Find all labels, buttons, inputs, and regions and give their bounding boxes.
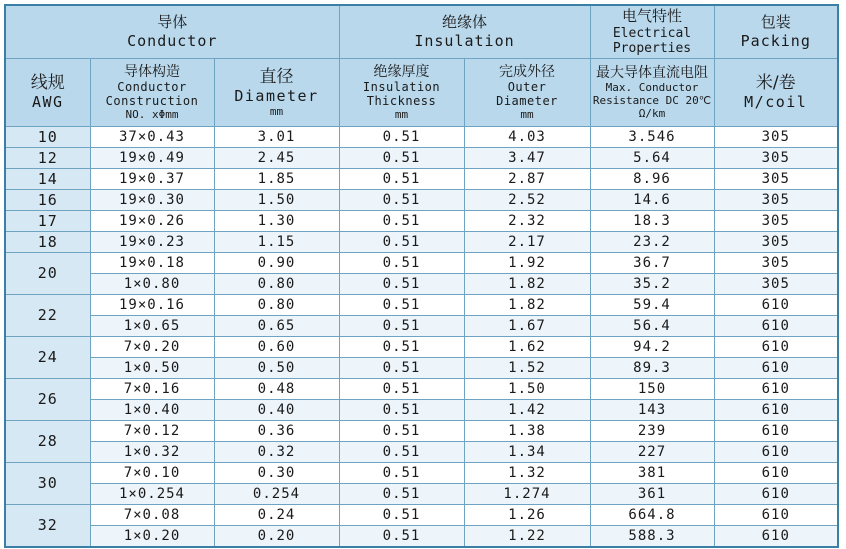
cell-resistance: 18.3 <box>590 210 714 231</box>
cell-insulation-thickness: 0.51 <box>339 252 464 273</box>
header-insulation <box>339 5 590 58</box>
col-construction-zh: 导体构造 <box>124 63 180 80</box>
cell-packing: 305 <box>714 252 838 273</box>
cell-resistance: 59.4 <box>590 294 714 315</box>
col-diameter-en: Diameter <box>234 86 319 105</box>
cell-diameter: 0.80 <box>214 273 339 294</box>
cell-awg: 30 <box>5 462 90 504</box>
table-row <box>5 525 838 547</box>
cell-packing: 610 <box>714 357 838 378</box>
col-header-construction <box>90 58 214 126</box>
table-row <box>5 168 838 189</box>
cell-resistance: 23.2 <box>590 231 714 252</box>
col-thickness-unit: mm <box>394 107 409 121</box>
cell-resistance: 8.96 <box>590 168 714 189</box>
col-thickness-zh: 绝缘厚度 <box>373 63 430 80</box>
cell-packing: 610 <box>714 294 838 315</box>
cell-packing: 610 <box>714 378 838 399</box>
cell-diameter: 0.254 <box>214 483 339 504</box>
table-row <box>5 231 838 252</box>
cell-diameter: 0.24 <box>214 504 339 525</box>
table-row <box>5 210 838 231</box>
cell-outer-diameter: 4.03 <box>464 126 590 147</box>
cell-packing: 610 <box>714 525 838 547</box>
col-diameter-unit: mm <box>269 104 284 118</box>
table-row <box>5 504 838 525</box>
cell-awg: 17 <box>5 210 90 231</box>
cell-outer-diameter: 1.50 <box>464 378 590 399</box>
cell-insulation-thickness: 0.51 <box>339 168 464 189</box>
col-header-thickness <box>339 58 464 126</box>
col-outer-zh: 完成外径 <box>499 63 555 80</box>
cell-resistance: 3.546 <box>590 126 714 147</box>
cell-diameter: 0.65 <box>214 315 339 336</box>
table-row <box>5 399 838 420</box>
col-awg-zh: 线规 <box>30 73 65 93</box>
cell-packing: 305 <box>714 189 838 210</box>
header-packing-en: Packing <box>740 32 811 51</box>
cell-construction: 1×0.20 <box>90 525 214 547</box>
header-electrical-en-1: Electrical <box>612 26 692 42</box>
cell-insulation-thickness: 0.51 <box>339 294 464 315</box>
header-group-row <box>5 5 838 58</box>
cell-insulation-thickness: 0.51 <box>339 483 464 504</box>
col-resistance-en-2: Resistance DC 20℃ <box>592 93 712 107</box>
table-row <box>5 189 838 210</box>
cell-construction: 7×0.16 <box>90 378 214 399</box>
cell-outer-diameter: 2.17 <box>464 231 590 252</box>
cell-insulation-thickness: 0.51 <box>339 462 464 483</box>
cell-packing: 305 <box>714 168 838 189</box>
cell-construction: 19×0.16 <box>90 294 214 315</box>
col-construction-en-2: Construction <box>105 93 199 108</box>
cell-packing: 610 <box>714 399 838 420</box>
col-header-outer-diameter <box>464 58 590 126</box>
cell-insulation-thickness: 0.51 <box>339 336 464 357</box>
cell-outer-diameter: 3.47 <box>464 147 590 168</box>
cell-resistance: 664.8 <box>590 504 714 525</box>
cell-awg: 12 <box>5 147 90 168</box>
cell-construction: 1×0.40 <box>90 399 214 420</box>
cell-outer-diameter: 1.82 <box>464 294 590 315</box>
table-row <box>5 378 838 399</box>
cell-packing: 610 <box>714 315 838 336</box>
header-conductor <box>5 5 339 58</box>
cell-insulation-thickness: 0.51 <box>339 357 464 378</box>
cell-insulation-thickness: 0.51 <box>339 399 464 420</box>
header-conductor-en: Conductor <box>127 32 218 51</box>
cell-packing: 305 <box>714 210 838 231</box>
cell-insulation-thickness: 0.51 <box>339 378 464 399</box>
cell-resistance: 35.2 <box>590 273 714 294</box>
wire-spec-table <box>4 4 839 548</box>
table-row <box>5 483 838 504</box>
col-diameter-zh: 直径 <box>259 66 294 87</box>
cell-resistance: 94.2 <box>590 336 714 357</box>
cell-diameter: 1.15 <box>214 231 339 252</box>
col-thickness-en-2: Thickness <box>366 93 437 108</box>
cell-outer-diameter: 1.26 <box>464 504 590 525</box>
cell-construction: 7×0.10 <box>90 462 214 483</box>
cell-packing: 610 <box>714 441 838 462</box>
cell-construction: 7×0.20 <box>90 336 214 357</box>
col-awg-en: AWG <box>31 93 64 111</box>
cell-construction: 1×0.254 <box>90 483 214 504</box>
cell-construction: 19×0.30 <box>90 189 214 210</box>
cell-diameter: 1.30 <box>214 210 339 231</box>
cell-insulation-thickness: 0.51 <box>339 210 464 231</box>
cell-diameter: 1.85 <box>214 168 339 189</box>
cell-awg: 22 <box>5 294 90 336</box>
table-row <box>5 441 838 462</box>
table-row <box>5 462 838 483</box>
cell-diameter: 3.01 <box>214 126 339 147</box>
cell-construction: 1×0.50 <box>90 357 214 378</box>
cell-diameter: 0.90 <box>214 252 339 273</box>
cell-outer-diameter: 1.274 <box>464 483 590 504</box>
cell-construction: 19×0.49 <box>90 147 214 168</box>
cell-diameter: 0.80 <box>214 294 339 315</box>
cell-awg: 32 <box>5 504 90 547</box>
header-column-row <box>5 58 838 126</box>
cell-resistance: 56.4 <box>590 315 714 336</box>
col-resistance-en-1: Max. Conductor <box>605 80 699 94</box>
table-row <box>5 294 838 315</box>
table-row <box>5 147 838 168</box>
cell-awg: 14 <box>5 168 90 189</box>
cell-outer-diameter: 1.34 <box>464 441 590 462</box>
cell-packing: 305 <box>714 126 838 147</box>
cell-insulation-thickness: 0.51 <box>339 315 464 336</box>
cell-awg: 28 <box>5 420 90 462</box>
cell-resistance: 5.64 <box>590 147 714 168</box>
cell-outer-diameter: 1.52 <box>464 357 590 378</box>
col-outer-unit: mm <box>520 107 534 121</box>
cell-diameter: 0.30 <box>214 462 339 483</box>
table-row <box>5 315 838 336</box>
cell-outer-diameter: 2.87 <box>464 168 590 189</box>
cell-packing: 305 <box>714 273 838 294</box>
cell-outer-diameter: 1.67 <box>464 315 590 336</box>
cell-insulation-thickness: 0.51 <box>339 525 464 547</box>
table-body <box>5 126 838 547</box>
cell-outer-diameter: 1.82 <box>464 273 590 294</box>
header-electrical-en-2: Properties <box>612 41 692 57</box>
cell-diameter: 0.40 <box>214 399 339 420</box>
cell-awg: 26 <box>5 378 90 420</box>
cell-awg: 20 <box>5 252 90 294</box>
cell-resistance: 89.3 <box>590 357 714 378</box>
spec-table-container <box>4 4 837 544</box>
cell-awg: 10 <box>5 126 90 147</box>
col-packing-en: M/coil <box>744 93 808 111</box>
col-thickness-en-1: Insulation <box>362 79 441 94</box>
col-packing-zh: 米/卷 <box>755 73 796 93</box>
cell-construction: 19×0.26 <box>90 210 214 231</box>
cell-construction: 1×0.32 <box>90 441 214 462</box>
col-construction-unit: NO. xΦmm <box>125 107 179 121</box>
cell-awg: 16 <box>5 189 90 210</box>
cell-resistance: 36.7 <box>590 252 714 273</box>
col-header-diameter <box>214 58 339 126</box>
cell-diameter: 0.48 <box>214 378 339 399</box>
cell-packing: 610 <box>714 420 838 441</box>
table-row <box>5 357 838 378</box>
cell-diameter: 0.50 <box>214 357 339 378</box>
cell-insulation-thickness: 0.51 <box>339 441 464 462</box>
cell-awg: 24 <box>5 336 90 378</box>
header-packing-zh: 包装 <box>760 13 791 32</box>
cell-insulation-thickness: 0.51 <box>339 126 464 147</box>
cell-diameter: 0.60 <box>214 336 339 357</box>
header-packing <box>714 5 838 58</box>
col-construction-en-1: Conductor <box>117 79 187 94</box>
cell-outer-diameter: 1.92 <box>464 252 590 273</box>
cell-outer-diameter: 1.22 <box>464 525 590 547</box>
header-electrical <box>590 5 714 58</box>
cell-resistance: 150 <box>590 378 714 399</box>
cell-insulation-thickness: 0.51 <box>339 231 464 252</box>
table-row <box>5 126 838 147</box>
col-header-awg <box>5 58 90 126</box>
header-electrical-zh: 电气特性 <box>621 7 682 26</box>
cell-resistance: 381 <box>590 462 714 483</box>
cell-construction: 1×0.65 <box>90 315 214 336</box>
cell-resistance: 143 <box>590 399 714 420</box>
cell-packing: 610 <box>714 483 838 504</box>
cell-outer-diameter: 1.32 <box>464 462 590 483</box>
col-outer-en-2: Diameter <box>496 93 558 108</box>
cell-diameter: 0.20 <box>214 525 339 547</box>
cell-packing: 305 <box>714 147 838 168</box>
cell-diameter: 0.32 <box>214 441 339 462</box>
cell-resistance: 227 <box>590 441 714 462</box>
cell-construction: 19×0.37 <box>90 168 214 189</box>
col-header-resistance <box>590 58 714 126</box>
cell-insulation-thickness: 0.51 <box>339 273 464 294</box>
table-row <box>5 336 838 357</box>
cell-packing: 610 <box>714 504 838 525</box>
col-resistance-zh: 最大导体直流电阻 <box>596 64 708 81</box>
cell-resistance: 239 <box>590 420 714 441</box>
cell-diameter: 1.50 <box>214 189 339 210</box>
cell-outer-diameter: 1.62 <box>464 336 590 357</box>
cell-construction: 37×0.43 <box>90 126 214 147</box>
cell-resistance: 14.6 <box>590 189 714 210</box>
cell-awg: 18 <box>5 231 90 252</box>
header-insulation-en: Insulation <box>414 32 515 51</box>
cell-outer-diameter: 2.52 <box>464 189 590 210</box>
cell-construction: 1×0.80 <box>90 273 214 294</box>
cell-resistance: 588.3 <box>590 525 714 547</box>
cell-construction: 7×0.12 <box>90 420 214 441</box>
col-header-packing <box>714 58 838 126</box>
cell-outer-diameter: 2.32 <box>464 210 590 231</box>
col-resistance-unit: Ω/km <box>638 106 666 120</box>
cell-construction: 19×0.18 <box>90 252 214 273</box>
cell-packing: 305 <box>714 231 838 252</box>
table-row <box>5 252 838 273</box>
cell-outer-diameter: 1.42 <box>464 399 590 420</box>
cell-packing: 610 <box>714 462 838 483</box>
cell-insulation-thickness: 0.51 <box>339 189 464 210</box>
cell-insulation-thickness: 0.51 <box>339 147 464 168</box>
cell-construction: 7×0.08 <box>90 504 214 525</box>
cell-insulation-thickness: 0.51 <box>339 504 464 525</box>
cell-diameter: 0.36 <box>214 420 339 441</box>
cell-diameter: 2.45 <box>214 147 339 168</box>
col-outer-en-1: Outer <box>507 79 547 94</box>
table-row <box>5 273 838 294</box>
cell-construction: 19×0.23 <box>90 231 214 252</box>
cell-packing: 610 <box>714 336 838 357</box>
header-insulation-zh: 绝缘体 <box>441 13 487 32</box>
cell-insulation-thickness: 0.51 <box>339 420 464 441</box>
header-conductor-zh: 导体 <box>157 13 188 32</box>
table-row <box>5 420 838 441</box>
cell-resistance: 361 <box>590 483 714 504</box>
cell-outer-diameter: 1.38 <box>464 420 590 441</box>
